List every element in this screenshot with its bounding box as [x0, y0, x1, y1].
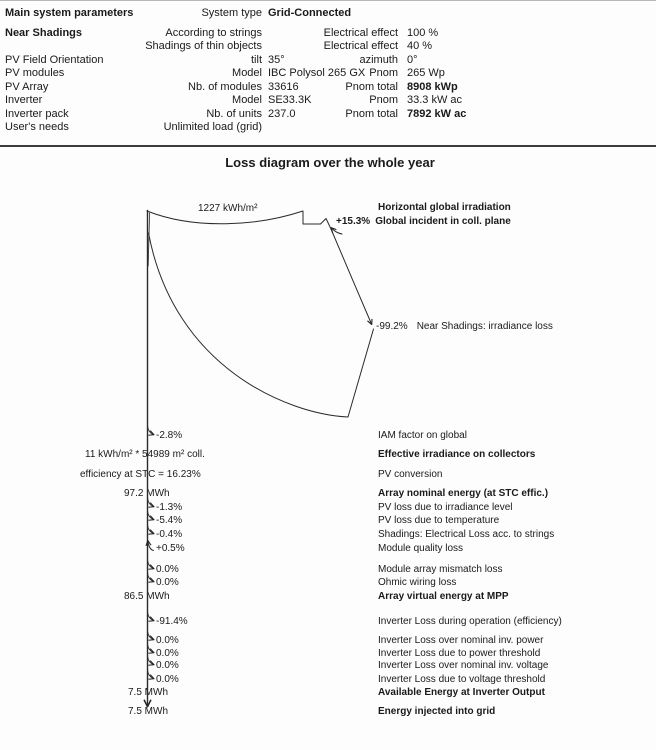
param-value: 33.3 kW ac	[407, 94, 463, 106]
param-value: 0°	[407, 53, 418, 66]
loss-label: Inverter Loss due to voltage threshold	[378, 674, 546, 685]
loss-label: Module array mismatch loss	[378, 564, 503, 575]
param-row	[0, 40, 656, 53]
loss-hook-arrow	[148, 511, 154, 520]
loss-label: Ohmic wiring loss	[378, 577, 457, 588]
param-value: 35°	[268, 53, 285, 66]
loss-value: 11 kWh/m² * 54989 m² coll.	[85, 449, 205, 460]
param-value: 33616	[268, 80, 299, 93]
param-row	[0, 108, 656, 121]
loss-diagram-title: Loss diagram over the whole year	[225, 155, 435, 170]
loss-value: -5.4%	[156, 515, 183, 526]
param-field-label: Model	[232, 67, 262, 79]
param-name: PV modules	[5, 67, 65, 79]
param-field-label: azimuth	[359, 53, 398, 66]
loss-value: -2.8%	[156, 430, 183, 441]
param-field-label: Unlimited load (grid)	[163, 121, 262, 133]
param-field-label: Electrical effect	[323, 40, 398, 52]
loss-label: Inverter Loss over nominal inv. voltage	[378, 660, 549, 671]
loss-hook-arrow	[148, 525, 154, 534]
loss-value: 0.0%	[156, 564, 179, 575]
loss-label: Array nominal energy (at STC effic.)	[378, 488, 549, 499]
loss-label: Energy injected into grid	[378, 706, 496, 717]
param-name: User's needs	[5, 121, 69, 133]
param-row	[0, 81, 656, 94]
loss-value: 7.5 MWh	[128, 706, 169, 717]
param-row	[0, 54, 656, 67]
loss-hook-arrow	[148, 631, 154, 640]
param-row	[0, 27, 656, 40]
loss-value: -1.3%	[156, 502, 183, 513]
param-value: 100 %	[407, 27, 439, 39]
horizontal-irradiation-label: Horizontal global irradiation	[378, 202, 511, 213]
loss-value: efficiency at STC = 16.23%	[80, 469, 201, 480]
loss-hook-arrow	[148, 644, 154, 653]
loss-value: 7.5 MWh	[128, 687, 169, 698]
loss-label: IAM factor on global	[378, 430, 467, 441]
table-separator-line	[0, 145, 656, 147]
param-row	[0, 94, 656, 107]
loss-label: PV loss due to temperature	[378, 515, 500, 526]
loss-label: Array virtual energy at MPP	[378, 591, 509, 602]
gain-label: Module quality loss	[378, 543, 464, 554]
loss-label: Inverter Loss over nominal inv. power	[378, 635, 544, 646]
top-border-line	[0, 0, 656, 1]
shading-pct: -99.2%	[376, 321, 408, 332]
loss-label: Available Energy at Inverter Output	[378, 687, 545, 698]
param-value: 237.0	[268, 107, 296, 120]
shading-arrow-lower-edge	[348, 329, 374, 417]
gain-value: +0.5%	[156, 543, 185, 554]
loss-value: 86.5 MWh	[124, 591, 170, 602]
loss-value: 0.0%	[156, 635, 179, 646]
param-value: Grid-Connected	[268, 7, 352, 19]
param-name: Near Shadings	[5, 27, 83, 39]
loss-hook-arrow	[148, 656, 154, 665]
loss-hook-arrow	[148, 612, 154, 621]
gain-hook-arrow	[148, 541, 154, 551]
param-field-label: Electrical effect	[323, 27, 398, 39]
loss-label: Shadings: Electrical Loss acc. to strings	[378, 529, 555, 540]
param-row	[0, 67, 656, 80]
param-field-label: Nb. of modules	[188, 80, 262, 93]
loss-hook-arrow	[148, 426, 154, 435]
shading-arrow-bottom-curve	[149, 233, 349, 417]
loss-value: 97.2 MWh	[124, 488, 170, 499]
param-field-label: Nb. of units	[206, 107, 262, 120]
loss-value: -0.4%	[156, 529, 183, 540]
param-name: Main system parameters	[5, 7, 134, 19]
param-value: 265 Wp	[407, 67, 445, 79]
param-field-label: Pnom total	[345, 107, 398, 120]
loss-hook-arrow	[148, 573, 154, 582]
param-value: IBC Polysol 265 GX	[268, 67, 366, 79]
shading-row	[376, 321, 553, 333]
param-value: SE33.3K	[268, 94, 312, 106]
param-name: PV Field Orientation	[5, 53, 104, 66]
param-name: Inverter pack	[5, 107, 69, 120]
param-row	[0, 7, 656, 20]
param-row	[0, 121, 656, 134]
shading-label: Near Shadings: irradiance loss	[416, 321, 553, 332]
loss-hook-arrow	[148, 670, 154, 679]
loss-label: PV loss due to irradiance level	[378, 502, 513, 513]
loss-label: Inverter Loss due to power threshold	[378, 648, 541, 659]
loss-label: Effective irradiance on collectors	[378, 449, 536, 460]
irradiation-value: 1227 kWh/m²	[198, 203, 258, 214]
param-field-label: System type	[201, 7, 262, 19]
loss-value: -91.4%	[156, 616, 188, 627]
gain-arrow-small	[332, 228, 343, 234]
param-value: 40 %	[407, 40, 433, 52]
incident-gain-pct: +15.3%	[336, 216, 371, 227]
loss-label: Inverter Loss during operation (efficiency)	[378, 616, 562, 627]
incident-label: Global incident in coll. plane	[375, 216, 511, 227]
loss-value: 0.0%	[156, 674, 179, 685]
loss-value: 0.0%	[156, 648, 179, 659]
trunk-inner-edge	[148, 213, 149, 266]
param-field-label: Model	[232, 94, 262, 106]
param-field-label: According to strings	[165, 27, 262, 39]
param-value: 7892 kW ac	[407, 107, 467, 120]
param-field-label: Pnom total	[345, 80, 398, 93]
loss-hook-arrow	[148, 560, 154, 569]
param-field-label: Shadings of thin objects	[145, 40, 262, 52]
param-name: Inverter	[5, 94, 43, 106]
param-name: PV Array	[5, 80, 49, 93]
loss-label: PV conversion	[378, 469, 443, 480]
param-value: 8908 kWp	[407, 80, 458, 93]
param-field-label: Pnom	[369, 94, 398, 106]
param-field-label: tilt	[251, 53, 262, 66]
loss-value: 0.0%	[156, 660, 179, 671]
loss-value: 0.0%	[156, 577, 179, 588]
incident-row	[336, 216, 511, 228]
param-field-label: Pnom	[369, 67, 398, 79]
